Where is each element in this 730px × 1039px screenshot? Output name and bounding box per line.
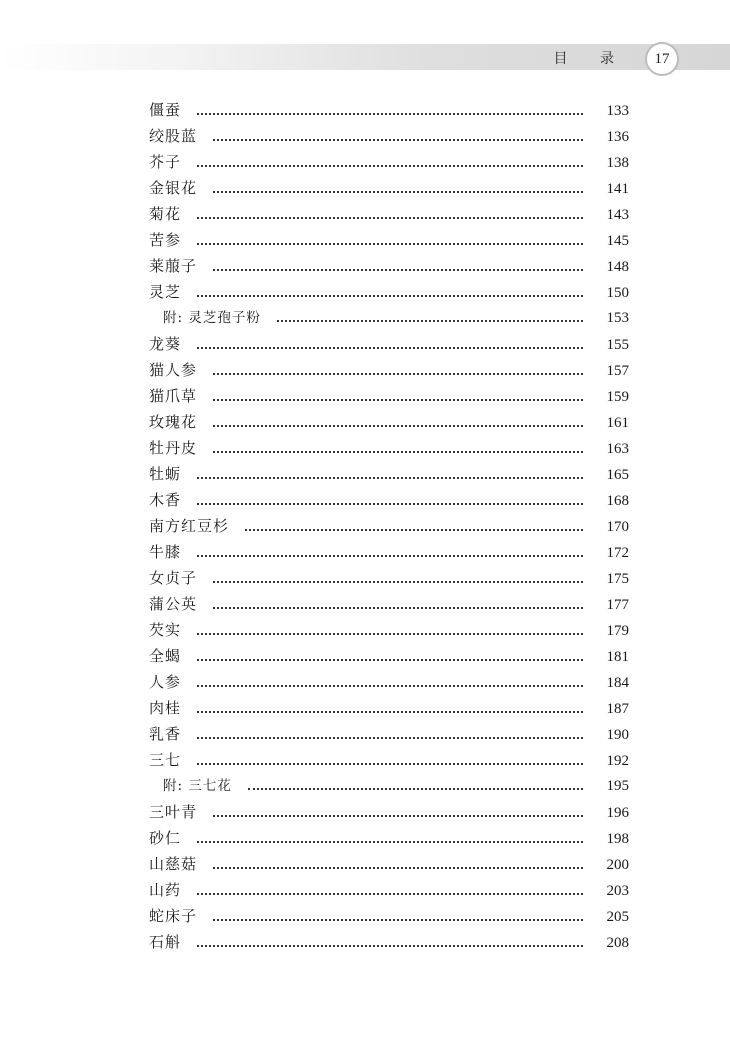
dot-leader <box>213 867 583 869</box>
toc-entry-title: 三七 <box>149 751 182 769</box>
toc-entry-page: 148 <box>606 259 629 275</box>
dot-leader <box>197 477 583 479</box>
toc-entry-title: 芥子 <box>149 153 182 171</box>
toc-entry-title: 三叶青 <box>149 803 198 821</box>
toc-entry[interactable] <box>149 435 629 461</box>
dot-leader <box>213 581 583 583</box>
toc-entry-title: 附: 三七花 <box>163 778 232 794</box>
toc-entry-page: 192 <box>606 753 629 769</box>
toc-entry-page: 179 <box>606 623 629 639</box>
toc-entry-title: 绞股蓝 <box>149 127 198 145</box>
toc-entry[interactable] <box>149 539 629 565</box>
toc-entry-title: 木香 <box>149 491 182 509</box>
toc-entry[interactable] <box>149 331 629 357</box>
toc-entry[interactable] <box>149 825 629 851</box>
dot-leader <box>197 711 583 713</box>
dot-leader <box>197 217 583 219</box>
toc-entry-title: 金银花 <box>149 179 198 197</box>
toc-entry-page: 161 <box>606 415 629 431</box>
toc-entry-title: 全蝎 <box>149 647 182 665</box>
dot-leader <box>213 269 583 271</box>
dot-leader <box>213 607 583 609</box>
dot-leader <box>197 893 583 895</box>
toc-entry[interactable] <box>149 877 629 903</box>
dot-leader <box>197 165 583 167</box>
toc-entry[interactable] <box>149 773 629 799</box>
toc-entry[interactable] <box>149 851 629 877</box>
toc-entry-title: 牛膝 <box>149 543 182 561</box>
toc-entry-page: 203 <box>606 883 629 899</box>
table-of-contents <box>149 97 629 955</box>
toc-entry-title: 莱菔子 <box>149 257 198 275</box>
toc-entry-title: 牡丹皮 <box>149 439 198 457</box>
toc-entry-title: 猫人参 <box>149 361 198 379</box>
toc-entry[interactable] <box>149 695 629 721</box>
toc-entry[interactable] <box>149 721 629 747</box>
dot-leader <box>213 191 583 193</box>
dot-leader <box>248 788 583 790</box>
dot-leader <box>197 945 583 947</box>
toc-entry-title: 蛇床子 <box>149 907 198 925</box>
toc-entry-page: 163 <box>606 441 629 457</box>
toc-entry-title: 山药 <box>149 881 182 899</box>
toc-entry-page: 170 <box>606 519 629 535</box>
toc-entry[interactable] <box>149 279 629 305</box>
toc-entry[interactable] <box>149 175 629 201</box>
toc-entry-title: 灵芝 <box>149 283 182 301</box>
toc-entry-page: 181 <box>606 649 629 665</box>
page-number-badge: 17 <box>645 42 679 76</box>
toc-entry-title: 乳香 <box>149 725 182 743</box>
toc-entry-page: 168 <box>606 493 629 509</box>
toc-entry-page: 159 <box>606 389 629 405</box>
toc-entry-page: 200 <box>606 857 629 873</box>
toc-entry[interactable] <box>149 201 629 227</box>
dot-leader <box>197 347 583 349</box>
toc-entry[interactable] <box>149 513 629 539</box>
dot-leader <box>197 685 583 687</box>
toc-entry-page: 205 <box>606 909 629 925</box>
toc-entry-page: 145 <box>606 233 629 249</box>
toc-entry[interactable] <box>149 487 629 513</box>
toc-entry-page: 150 <box>606 285 629 301</box>
toc-entry-page: 143 <box>606 207 629 223</box>
toc-entry-page: 198 <box>606 831 629 847</box>
toc-entry[interactable] <box>149 149 629 175</box>
dot-leader <box>197 763 583 765</box>
toc-entry-title: 人参 <box>149 673 182 691</box>
dot-leader <box>197 737 583 739</box>
dot-leader <box>197 633 583 635</box>
dot-leader <box>213 139 583 141</box>
dot-leader <box>197 841 583 843</box>
toc-entry-title: 南方红豆杉 <box>149 517 230 535</box>
dot-leader <box>197 503 583 505</box>
toc-entry-title: 牡蛎 <box>149 465 182 483</box>
dot-leader <box>277 320 583 322</box>
toc-entry-title: 砂仁 <box>149 829 182 847</box>
toc-entry-title: 女贞子 <box>149 569 198 587</box>
toc-entry-page: 136 <box>606 129 629 145</box>
toc-entry-title: 龙葵 <box>149 335 182 353</box>
toc-entry-page: 155 <box>606 337 629 353</box>
dot-leader <box>213 373 583 375</box>
toc-entry[interactable] <box>149 747 629 773</box>
toc-entry-title: 石斛 <box>149 933 182 951</box>
dot-leader <box>213 451 583 453</box>
toc-entry-page: 165 <box>606 467 629 483</box>
toc-entry-title: 肉桂 <box>149 699 182 717</box>
toc-entry-page: 133 <box>606 103 629 119</box>
dot-leader <box>197 659 583 661</box>
toc-entry-title: 僵蚕 <box>149 101 182 119</box>
dot-leader <box>213 919 583 921</box>
toc-entry-title: 山慈菇 <box>149 855 198 873</box>
toc-entry[interactable] <box>149 799 629 825</box>
toc-entry[interactable] <box>149 461 629 487</box>
toc-entry[interactable] <box>149 227 629 253</box>
toc-entry-title: 附: 灵芝孢子粉 <box>163 310 261 326</box>
toc-entry[interactable] <box>149 383 629 409</box>
toc-entry-page: 141 <box>606 181 629 197</box>
toc-entry[interactable] <box>149 253 629 279</box>
dot-leader <box>245 529 583 531</box>
toc-entry[interactable] <box>149 591 629 617</box>
dot-leader <box>213 815 583 817</box>
toc-entry[interactable] <box>149 305 629 331</box>
toc-entry-title: 苦参 <box>149 231 182 249</box>
toc-entry-title: 菊花 <box>149 205 182 223</box>
toc-entry-page: 195 <box>606 778 629 794</box>
toc-entry[interactable] <box>149 669 629 695</box>
dot-leader <box>197 555 583 557</box>
dot-leader <box>213 399 583 401</box>
toc-entry-title: 玫瑰花 <box>149 413 198 431</box>
toc-entry[interactable] <box>149 357 629 383</box>
toc-entry-page: 177 <box>606 597 629 613</box>
toc-entry[interactable] <box>149 903 629 929</box>
toc-entry-page: 138 <box>606 155 629 171</box>
toc-entry[interactable] <box>149 409 629 435</box>
toc-entry[interactable] <box>149 643 629 669</box>
toc-entry-page: 175 <box>606 571 629 587</box>
toc-entry[interactable] <box>149 565 629 591</box>
toc-entry[interactable] <box>149 123 629 149</box>
toc-entry[interactable] <box>149 929 629 955</box>
toc-entry-page: 157 <box>606 363 629 379</box>
toc-entry-page: 184 <box>606 675 629 691</box>
toc-entry-title: 蒲公英 <box>149 595 198 613</box>
toc-entry-page: 187 <box>606 701 629 717</box>
toc-entry-page: 208 <box>606 935 629 951</box>
toc-entry-title: 芡实 <box>149 621 182 639</box>
toc-entry-page: 196 <box>606 805 629 821</box>
dot-leader <box>197 113 583 115</box>
toc-entry-title: 猫爪草 <box>149 387 198 405</box>
toc-entry[interactable] <box>149 97 629 123</box>
dot-leader <box>213 425 583 427</box>
toc-entry-page: 172 <box>606 545 629 561</box>
toc-entry[interactable] <box>149 617 629 643</box>
dot-leader <box>197 295 583 297</box>
section-title: 目 录 <box>553 51 628 67</box>
dot-leader <box>197 243 583 245</box>
toc-entry-page: 190 <box>606 727 629 743</box>
toc-entry-page: 153 <box>606 310 629 326</box>
